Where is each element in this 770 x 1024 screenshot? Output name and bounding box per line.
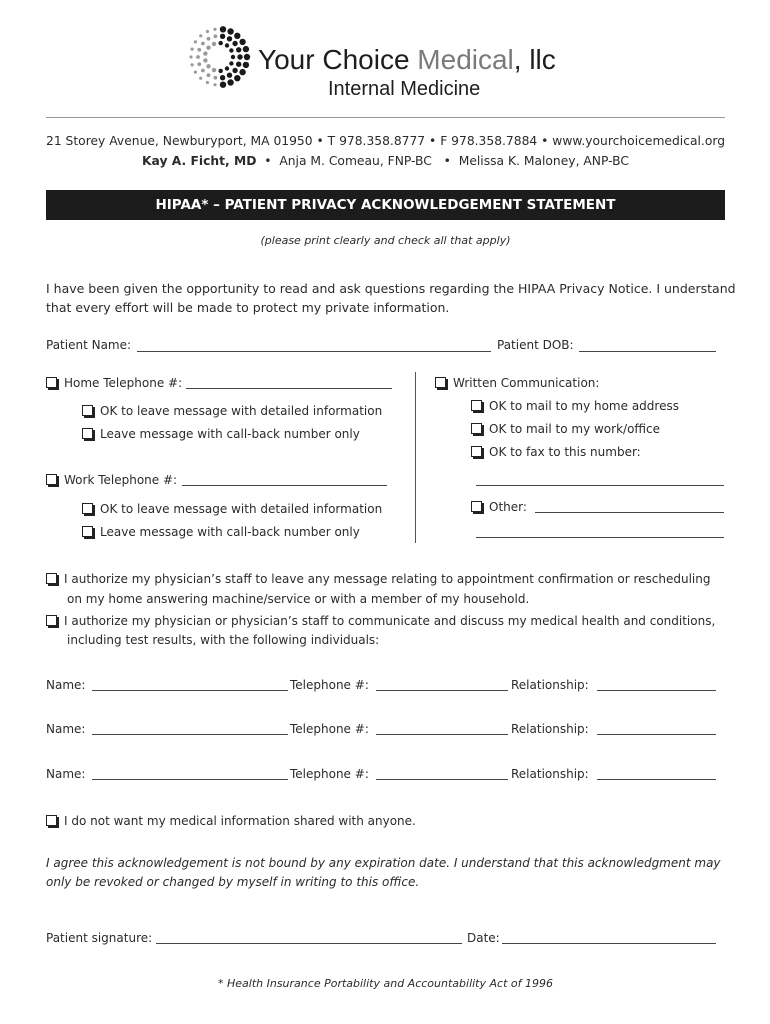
brand-suffix: , llc — [513, 44, 556, 75]
telephone-field[interactable] — [376, 779, 508, 780]
address-line: 21 Storey Avenue, Newburyport, MA 01950 • T 978.358.8777 • F 978.358.7884 • www.yourchoicemedical.org — [46, 134, 726, 148]
form-title: HIPAA* – PATIENT PRIVACY ACKNOWLEDGEMENT STATEMENT — [46, 190, 725, 220]
telephone-label: Telephone #: — [290, 722, 369, 736]
telephone-field[interactable] — [376, 734, 508, 735]
no-share-row — [46, 814, 416, 828]
name-label: Name: — [46, 722, 86, 736]
written-opt-1-checkbox[interactable] — [471, 400, 482, 411]
home-phone-checkbox[interactable] — [46, 377, 57, 388]
telephone-label: Telephone #: — [290, 767, 369, 781]
no-share-checkbox[interactable] — [46, 815, 57, 826]
agreement-line-1: I agree this acknowledgement is not bound by any expiration date. I understand that this acknowledgment may — [46, 856, 721, 870]
home-opt-1-label: OK to leave message with detailed information — [100, 404, 383, 418]
other-row — [471, 500, 527, 514]
written-row — [435, 376, 599, 390]
date-field[interactable] — [502, 943, 716, 944]
home-phone-label: Home Telephone #: — [64, 376, 183, 390]
auth-1-row — [46, 572, 710, 586]
telephone-label: Telephone #: — [290, 678, 369, 692]
written-opt-2-row — [471, 422, 660, 436]
signature-label: Patient signature: — [46, 931, 153, 945]
date-label: Date: — [467, 931, 500, 945]
work-opt-2-checkbox[interactable] — [82, 526, 93, 537]
footnote: * Health Insurance Portability and Accountability Act of 1996 — [218, 977, 553, 990]
brand-name — [258, 44, 556, 76]
patient-name-label: Patient Name: — [46, 338, 132, 352]
header-divider — [46, 117, 725, 118]
providers-line — [46, 154, 725, 168]
work-opt-2-label: Leave message with call-back number only — [100, 525, 360, 539]
auth-1-line-1: I authorize my physician’s staff to leave any message relating to appointment confirmation or rescheduling — [64, 572, 711, 586]
name-field[interactable] — [92, 779, 288, 780]
home-phone-field[interactable] — [186, 388, 392, 389]
relationship-field[interactable] — [597, 734, 716, 735]
work-phone-row — [46, 473, 177, 487]
provider-2: Anja M. Comeau, FNP-BC — [279, 154, 432, 168]
name-label: Name: — [46, 767, 86, 781]
relationship-field[interactable] — [597, 779, 716, 780]
auth-1-line-2: on my home answering machine/service or with a member of my household. — [67, 592, 530, 606]
written-opt-1-label: OK to mail to my home address — [489, 399, 679, 413]
auth-1-checkbox[interactable] — [46, 573, 57, 584]
company-logo-icon — [186, 26, 252, 88]
home-phone-row — [46, 376, 182, 390]
bullet: • — [264, 154, 272, 168]
work-opt-1-checkbox[interactable] — [82, 503, 93, 514]
name-field[interactable] — [92, 690, 288, 691]
other-checkbox[interactable] — [471, 501, 482, 512]
home-opt-2-checkbox[interactable] — [82, 428, 93, 439]
written-opt-2-checkbox[interactable] — [471, 423, 482, 434]
name-label: Name: — [46, 678, 86, 692]
patient-name-field[interactable] — [137, 351, 491, 352]
work-phone-field[interactable] — [182, 485, 387, 486]
auth-2-line-2: including test results, with the following individuals: — [67, 633, 380, 647]
bullet: • — [443, 154, 451, 168]
written-checkbox[interactable] — [435, 377, 446, 388]
brand-main: Your Choice — [258, 44, 418, 75]
home-opt-1-row — [82, 404, 382, 418]
brand-accent: Medical — [417, 44, 514, 75]
provider-1: Kay A. Ficht, MD — [142, 154, 257, 168]
name-field[interactable] — [92, 734, 288, 735]
patient-dob-label: Patient DOB: — [497, 338, 574, 352]
intro-line-1: I have been given the opportunity to read and ask questions regarding the HIPAA Privacy Notice. I understand — [46, 281, 736, 296]
fax-number-field[interactable] — [476, 485, 724, 486]
home-opt-1-checkbox[interactable] — [82, 405, 93, 416]
work-opt-1-label: OK to leave message with detailed information — [100, 502, 383, 516]
written-opt-3-checkbox[interactable] — [471, 446, 482, 457]
no-share-label: I do not want my medical information shared with anyone. — [64, 814, 416, 828]
auth-2-row — [46, 614, 715, 628]
provider-3: Melissa K. Maloney, ANP-BC — [458, 154, 629, 168]
work-opt-2-row — [82, 525, 360, 539]
home-opt-2-row — [82, 427, 360, 441]
other-label: Other: — [489, 500, 527, 514]
written-opt-3-row — [471, 445, 641, 459]
agreement-line-2: only be revoked or changed by myself in writing to this office. — [46, 875, 420, 889]
work-phone-label: Work Telephone #: — [64, 473, 178, 487]
work-opt-1-row — [82, 502, 382, 516]
relationship-label: Relationship: — [511, 722, 589, 736]
brand-subtitle: Internal Medicine — [328, 78, 481, 100]
written-opt-3-label: OK to fax to this number: — [489, 445, 641, 459]
other-field-2[interactable] — [476, 537, 724, 538]
telephone-field[interactable] — [376, 690, 508, 691]
relationship-label: Relationship: — [511, 767, 589, 781]
written-opt-1-row — [471, 399, 679, 413]
other-field[interactable] — [535, 512, 724, 513]
auth-2-checkbox[interactable] — [46, 615, 57, 626]
relationship-label: Relationship: — [511, 678, 589, 692]
column-divider — [415, 372, 416, 543]
home-opt-2-label: Leave message with call-back number only — [100, 427, 360, 441]
instructions: (please print clearly and check all that apply) — [260, 234, 511, 247]
intro-line-2: that every effort will be made to protect my private information. — [46, 300, 450, 315]
patient-dob-field[interactable] — [579, 351, 716, 352]
written-opt-2-label: OK to mail to my work/office — [489, 422, 660, 436]
written-label: Written Communication: — [453, 376, 600, 390]
relationship-field[interactable] — [597, 690, 716, 691]
work-phone-checkbox[interactable] — [46, 474, 57, 485]
auth-2-line-1: I authorize my physician or physician’s staff to communicate and discuss my medical health and conditions, — [64, 614, 716, 628]
signature-field[interactable] — [156, 943, 462, 944]
